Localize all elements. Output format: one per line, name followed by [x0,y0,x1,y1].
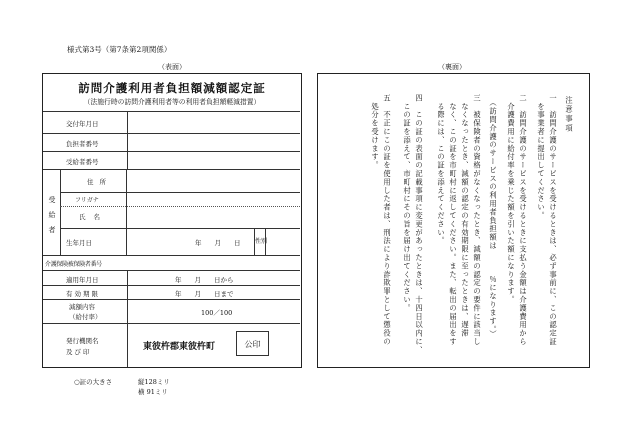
valid-from-row [43,270,300,285]
size-note-width: 横 91ミリ [138,388,168,396]
official-seal-box: 公印 [236,331,269,356]
certificate-back [317,73,590,368]
address-label: 住所 [87,178,112,186]
issue-date-row [43,111,300,133]
certificate-subtitle: （法施行時の訪問介護利用者等の利用者負担額軽減措置） [83,98,261,106]
certificate-front [42,73,302,368]
issuer-name: 東彼杵郡東彼杵町 [143,342,216,352]
insured-number-row [43,255,300,270]
note-item-5: 五 不正にこの証を使用した者は、刑法により詐欺罪として懲役の 処分を受けます。 [371,94,392,346]
valid-from-value: 年 月 日から [175,276,234,284]
reduction-row [43,299,300,323]
insurer-number-row [43,133,300,151]
valid-until-row [43,285,300,299]
reduction-label-1: 減額内容 [69,303,95,311]
valid-until-value: 年 月 日まで [175,290,234,298]
issuer-label-1: 発行機関名 [66,337,99,345]
reduction-label-2: （給付率） [69,313,102,321]
valid-from-label: 適用年月日 [66,276,99,284]
recipient-block [43,169,300,255]
issuer-label-2: 及び印 [66,348,92,356]
certificate-title: 訪問介護利用者負担額減額認定証 [78,81,266,95]
sex-label: 性別 [255,238,268,245]
back-side-label: （裏面） [438,63,466,71]
reduction-value: 100／100 [201,309,233,317]
front-side-label: （表面） [158,63,186,71]
notes-heading: 注意事項 [565,96,574,134]
birthdate-label: 生年月日 [66,239,92,247]
note-item-3: 三 被保険者の資格がなくなったとき、減額の認定の要件に該当し なくなったとき、減額の認定の有効期限に至ったときは、遅滞 なく、この証を市町村に返してください。また、転出の届出をす る際には、この証を添えてください。 [437,94,482,346]
furigana-label: フリガナ [75,197,99,204]
recipient-number-row [43,151,300,169]
recipient-number-label: 受給者番号 [66,158,99,166]
recipient-side-label: 受給者 [48,196,56,241]
issue-date-label: 交付年月日 [66,120,99,128]
size-note-label: ○証の大きさ [74,378,113,386]
birthdate-value: 年 月 日 [195,239,241,247]
note-item-2: 二 訪問介護のサービスを受けるときに支払う金額は介護費用から 介護費用に給付率を乗じた額を引いた額になります。 [507,94,528,346]
form-number: 様式第3号（第7条第2項関係） [67,45,172,54]
size-note-height: 縦128ミリ [138,378,170,386]
insured-number-label: 介護保険被保険者番号 [45,261,103,268]
note-item-1: 一 訪問介護のサービスを受けるときは、必ず事前に、この認定証 を事業者に提出してください。 [537,94,558,346]
note-item-2-sub: （訪問介護のサービスの利用者負担額は ％になります。） [489,94,498,339]
note-item-4: 四 この証の表面の記載事項に変更があったときは、十四日以内に、 この証を添えて、市町村にその旨を届け出てください。 [403,94,424,355]
name-label: 氏名 [79,213,108,221]
valid-until-label: 有効期限 [66,290,100,298]
insurer-number-label: 負担者番号 [66,140,99,148]
